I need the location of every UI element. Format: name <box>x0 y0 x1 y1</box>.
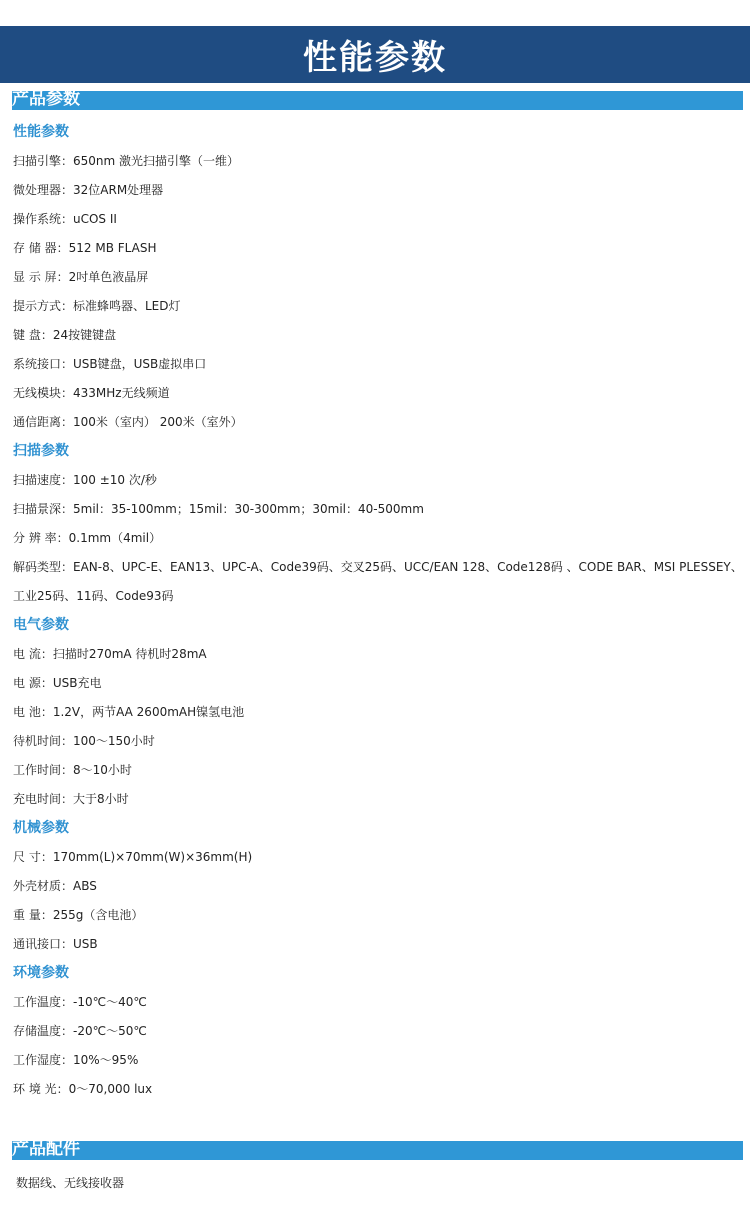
spec-row: 提示方式：标准蜂鸣器、LED灯 <box>13 299 181 313</box>
spec-group-heading: 环境参数 <box>13 965 69 981</box>
spec-row: 电 流：扫描时270mA 待机时28mA <box>13 647 207 661</box>
spec-row: 环 境 光：0～70,000 lux <box>13 1082 153 1096</box>
spec-row: 扫描引擎：650nm 激光扫描引擎（一维） <box>13 154 240 168</box>
spec-row: 系统接口：USB键盘，USB虚拟串口 <box>13 357 207 371</box>
section-bar-accessories <box>12 1141 743 1160</box>
spec-row: 工作时间：8～10小时 <box>13 763 132 777</box>
spec-row: 扫描速度：100 ±10 次/秒 <box>13 473 157 487</box>
spec-row: 尺 寸：170mm(L)×70mm(W)×36mm(H) <box>13 850 253 864</box>
spec-list <box>13 118 748 1104</box>
spec-row: 无线模块：433MHz无线频道 <box>13 386 170 400</box>
banner-title: 性能参数 <box>303 38 447 78</box>
spec-row: 工业25码、11码、Code93码 <box>13 589 174 603</box>
spec-row: 通讯接口：USB <box>13 937 98 951</box>
spec-row: 微处理器：32位ARM处理器 <box>13 183 164 197</box>
spec-row: 通信距离：100米（室内） 200米（室外） <box>13 415 243 429</box>
spec-row: 重 量：255g（含电池） <box>13 908 144 922</box>
spec-row: 分 辨 率：0.1mm（4mil） <box>13 531 162 545</box>
spec-row: 扫描景深：5mil：35-100mm；15mil：30-300mm；30mil：40-500mm <box>13 502 424 516</box>
spec-row: 工作温度：-10℃～40℃ <box>13 995 147 1009</box>
spec-row: 存 储 器：512 MB FLASH <box>13 241 157 255</box>
spec-row: 充电时间：大于8小时 <box>13 792 129 806</box>
spec-row: 电 池：1.2V，两节AA 2600mAH镍氢电池 <box>13 705 245 719</box>
spec-row: 存储温度：-20℃～50℃ <box>13 1024 147 1038</box>
spec-group-heading: 电气参数 <box>13 617 69 633</box>
spec-row: 显 示 屏：2吋单色液晶屏 <box>13 270 149 284</box>
spec-row: 键 盘：24按键键盘 <box>13 328 117 342</box>
section-title-product-params: 产品参数 <box>12 89 80 109</box>
spec-row: 外壳材质：ABS <box>13 879 97 893</box>
section-title-accessories: 产品配件 <box>12 1139 80 1159</box>
spec-group-heading: 性能参数 <box>13 124 69 140</box>
spec-row: 待机时间：100～150小时 <box>13 734 155 748</box>
section-bar-product-params <box>12 91 743 110</box>
spec-row: 操作系统：uCOS II <box>13 212 117 226</box>
page-banner <box>0 26 750 83</box>
accessories-text: 数据线、无线接收器 <box>16 1176 125 1190</box>
spec-row: 电 源：USB充电 <box>13 676 102 690</box>
spec-group-heading: 机械参数 <box>13 820 69 836</box>
spec-row: 工作湿度：10%～95% <box>13 1053 139 1067</box>
spec-group-heading: 扫描参数 <box>13 443 69 459</box>
spec-row: 解码类型：EAN-8、UPC-E、EAN13、UPC-A、Code39码、交叉25码、UCC/EAN 128、Code128码 、CODE BAR、MSI PLESSEY、 <box>13 560 743 574</box>
